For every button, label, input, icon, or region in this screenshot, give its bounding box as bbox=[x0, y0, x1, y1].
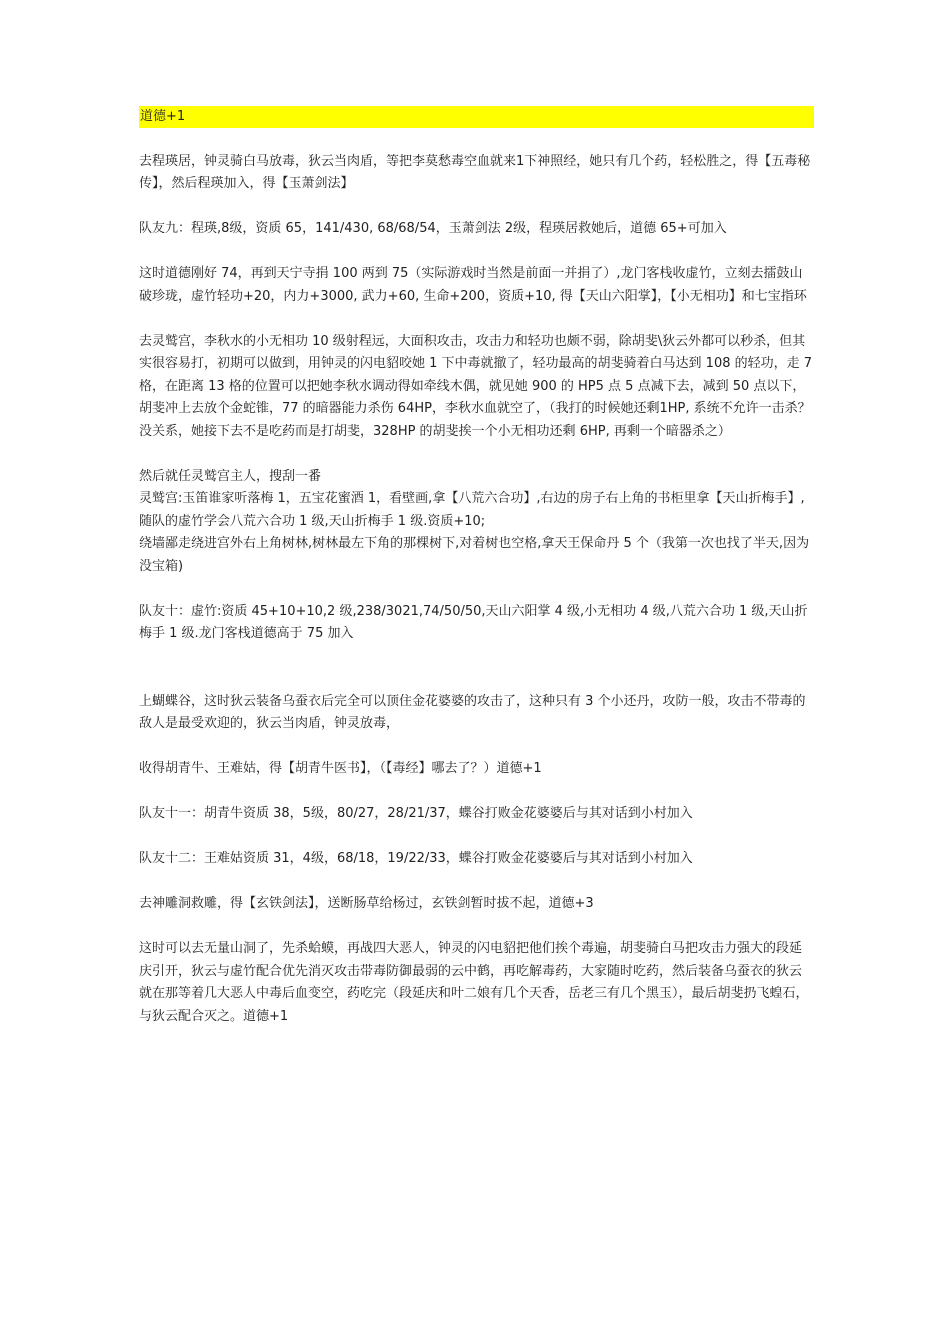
highlighted-line: 道德+1 bbox=[139, 106, 814, 128]
spacer bbox=[139, 781, 814, 804]
spacer bbox=[139, 241, 814, 264]
paragraph-wuliang-cave: 这时可以去无量山洞了，先杀蛤蟆，再战四大恶人，钟灵的闪电貂把他们挨个毒遍，胡斐骑白马把攻击力强大的段延庆引开，狄云与虚竹配合优先消灭攻击带毒防御最弱的云中鹤，再吃解毒药，大家随时吃药，然后装备乌蚕衣的狄云就在那等着几大恶人中毒后血变空，药吃完（段延庆和叶二娘有几个天香，岳老三有几个黑玉），最后胡斐扔飞蝗石，与狄云配合灭之。道德+1 bbox=[139, 941, 809, 1024]
paragraph-hu-qingniu-book: 收得胡青牛、王难姑，得【胡青牛医书】，（【毒经】哪去了？）道德+1 bbox=[139, 761, 542, 776]
spacer bbox=[139, 578, 814, 601]
spacer bbox=[139, 443, 814, 466]
spacer bbox=[139, 736, 814, 759]
spacer bbox=[139, 128, 814, 151]
spacer bbox=[139, 871, 814, 894]
spacer bbox=[139, 916, 814, 939]
paragraph-teammate-10: 队友十：虚竹:资质 45+10+10,2 级,238/3021,74/50/50,天山六阳掌 4 级,小无相功 4 级,八荒六合功 1 级,天山折梅手 1 级.龙门客栈道德高于 75 加入 bbox=[139, 603, 808, 641]
spacer bbox=[139, 308, 814, 331]
paragraph-cheng-ying-residence: 去程瑛居，钟灵骑白马放毒，狄云当肉盾，等把李莫愁毒空血就来1下神照经，她只有几个药，轻松胜之，得【五毒秘传】，然后程瑛加入，得【玉萧剑法】 bbox=[139, 153, 811, 191]
paragraph-woods-pill: 绕墙鄙走绕进宫外右上角树林,树林最左下角的那棵树下,对着树也空格,拿天王保命丹 5 个（我第一次也找了半天,因为没宝箱) bbox=[139, 536, 810, 574]
paragraph-lingjiu-palace: 去灵鹫宫，李秋水的小无相功 10 级射程远，大面积攻击，攻击力和轻功也颇不弱，除胡斐\狄云外都可以秒杀，但其实很容易打，初期可以做到，用钟灵的闪电貂咬她 1 下中毒就撤了，轻功最高的胡斐骑着白马达到 108 的轻功，走 7 格，在距离 13 格的位置可以把她李秋水调动得如牵线木偶，就见她 900 的 HP5 点 5 点减下去，减到 50 点以下，胡斐冲上去放个金蛇锥，77 的暗器能力杀伤 64HP，李秋水血就空了，（我打的时候她还剩1HP, 系统不允许一击杀？没关系，她接下去不是吃药而是打胡斐，328HP 的胡斐挨一个小无相功还剩 6HP, 再剩一个暗器杀之） bbox=[139, 333, 813, 439]
paragraph-palace-master: 然后就任灵鹫宫主人，搜刮一番 bbox=[139, 468, 322, 484]
paragraph-butterfly-valley: 上蝴蝶谷，这时狄云装备乌蚕衣后完全可以顶住金花婆婆的攻击了，这种只有 3 个小还丹，攻防一般，攻击不带毒的敌人是最受欢迎的，狄云当肉盾，钟灵放毒， bbox=[139, 693, 806, 731]
paragraph-condor-cave: 去神雕洞救雕，得【玄铁剑法】，送断肠草给杨过，玄铁剑暂时拔不起，道德+3 bbox=[139, 896, 594, 911]
paragraph-xu-zhu-recruit: 这时道德刚好 74，再到天宁寺捐 100 两到 75（实际游戏时当然是前面一并捐了）,龙门客栈收虚竹，立刻去擂鼓山破珍珑，虚竹轻功+20，内力+3000, 武力+60, 生命+200，资质+10, 得【天山六阳掌】，【小无相功】和七宝指环 bbox=[139, 266, 807, 304]
paragraph-teammate-12: 队友十二：王难姑资质 31，4级，68/18，19/22/33，蝶谷打败金花婆婆后与其对话到小村加入 bbox=[139, 851, 693, 866]
paragraph-palace-loot: 灵鹫宫:玉笛谁家听落梅 1，五宝花蜜酒 1，看壁画,拿【八荒六合功】,右边的房子右上角的书柜里拿【天山折梅手】,随队的虚竹学会八荒六合功 1 级,天山折梅手 1 级.资质+10; bbox=[139, 491, 805, 529]
paragraph-teammate-11: 队友十一：胡青牛资质 38，5级，80/27，28/21/37，蝶谷打败金花婆婆后与其对话到小村加入 bbox=[139, 806, 693, 821]
spacer bbox=[139, 196, 814, 219]
spacer bbox=[139, 646, 814, 691]
paragraph-teammate-9: 队友九：程瑛,8级，资质 65，141/430, 68/68/54，玉萧剑法 2级，程瑛居救她后，道德 65+可加入 bbox=[139, 221, 727, 236]
document-page bbox=[139, 106, 814, 1028]
spacer bbox=[139, 826, 814, 849]
